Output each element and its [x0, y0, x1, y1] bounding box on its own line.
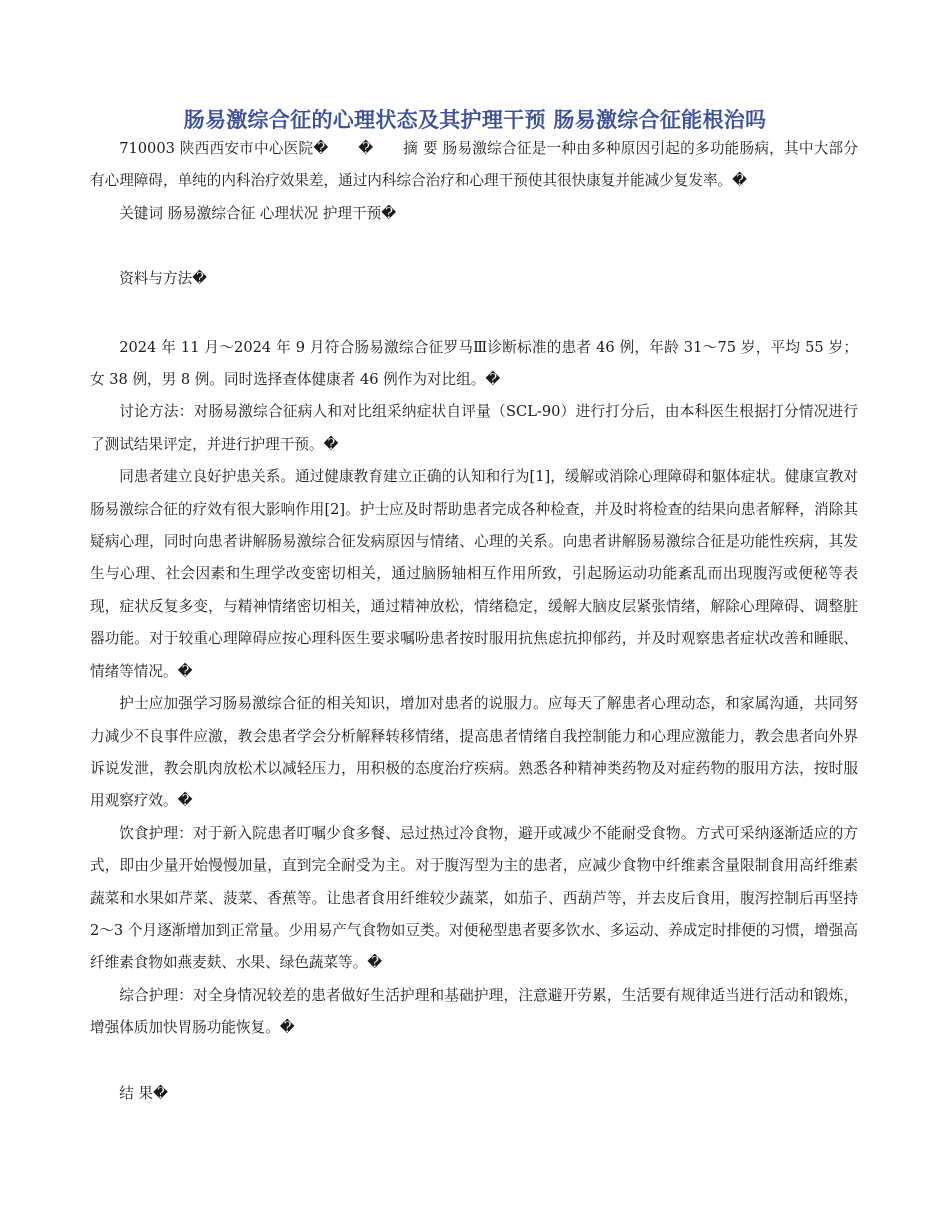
- comprehensive-care-paragraph: 综合护理：对全身情况较差的患者做好生活护理和基础护理，注意避开劳累，生活要有规律适当进行活动和锻炼，增强体质加快胃肠功能恢复。�: [90, 986, 858, 1037]
- section-heading-materials-methods: 资料与方法�: [119, 270, 208, 288]
- nurse-learning-paragraph: 护士应加强学习肠易激综合征的相关知识，增加对患者的说服力。应每天了解患者心理动态，和家属沟通，共同努力减少不良事件应激，教会患者学会分析解释转移情绪，提高患者情绪自我控制能力和心理应激能力，教会患者向外界诉说发泄，教会肌肉放松术以减轻压力，用积极的态度治疗疾病。熟悉各种精神类药物及对症药物的服用方法，按时服用观察疗效。�: [90, 695, 858, 810]
- keywords-paragraph: 关键词 肠易激综合征 心理状况 护理干预�: [119, 204, 397, 222]
- diet-care-paragraph: 饮食护理：对于新入院患者叮嘱少食多餐、忌过热过冷食物，避开或减少不能耐受食物。方式可采纳逐渐适应的方式，即由少量开始慢慢加量，直到完全耐受为主。对于腹泻型为主的患者，应减少食物中纤维素含量限制食用高纤维素蔬菜和水果如芹菜、菠菜、香蕉等。让患者食用纤维较少蔬菜，如茄子、西葫芦等，并去皮后食用，腹泻控制后再坚持 2～3 个月逐渐增加到正常量。少用易产气食物如豆类。对便秘型患者要多饮水、多运动、养成定时排便的习惯，增强高纤维素食物如燕麦麸、水果、绿色蔬菜等。�: [90, 824, 858, 972]
- paragraph-spacer: [90, 296, 858, 332]
- paragraph-spacer: [90, 1045, 858, 1078]
- paragraph-spacer: [90, 230, 858, 263]
- nurse-patient-relationship-paragraph: 同患者建立良好护患关系。通过健康教育建立正确的认知和行为[1]，缓解或消除心理障碍和躯体症状。健康宣教对肠易激综合征的疗效有很大影响作用[2]。护士应及时帮助患者完成各种检查，并及时将检查的结果向患者解释，消除其疑病心理，同时向患者讲解肠易激综合征发病原因与情绪、心理的关系。向患者讲解肠易激综合征是功能性疾病，其发生与心理、社会因素和生理学改变密切相关，通过脑肠轴相互作用所致，引起肠运动功能紊乱而出现腹泻或便秘等表现，症状反复多变，与精神情绪密切相关，通过精神放松，情绪稳定，缓解大脑皮层紧张情绪，解除心理障碍、调整脏器功能。对于较重心理障碍应按心理科医生要求嘱吩患者按时服用抗焦虑抗抑郁药，并及时观察患者症状改善和睡眠、情绪等情况。�: [90, 468, 858, 680]
- patients-paragraph: 2024 年 11 月～2024 年 9 月符合肠易激综合征罗马Ⅲ诊断标准的患者 46 例，年龄 31～75 岁，平均 55 岁；女 38 例，男 8 例。同时选择查体健康者 46 例作为对比组。�: [90, 338, 858, 389]
- document-title: 肠易激综合征的心理状态及其护理干预 肠易激综合征能根治吗: [183, 108, 767, 132]
- methods-paragraph: 讨论方法：对肠易激综合征病人和对比组采纳症状自评量（SCL-90）进行打分后，由本科医生根据打分情况进行了测试结果评定，并进行护理干预。�: [90, 403, 858, 453]
- section-heading-results: 结 果�: [119, 1084, 168, 1102]
- affiliation-abstract-paragraph: 710003 陕西西安市中心医院� � 摘 要 肠易激综合征是一种由多种原因引起的多功能肠病，其中大部分有心理障碍，单纯的内科治疗效果差，通过内科综合治疗和心理干预使其很快康复并能减少复发率。�: [90, 140, 858, 190]
- document-body: [90, 133, 858, 1110]
